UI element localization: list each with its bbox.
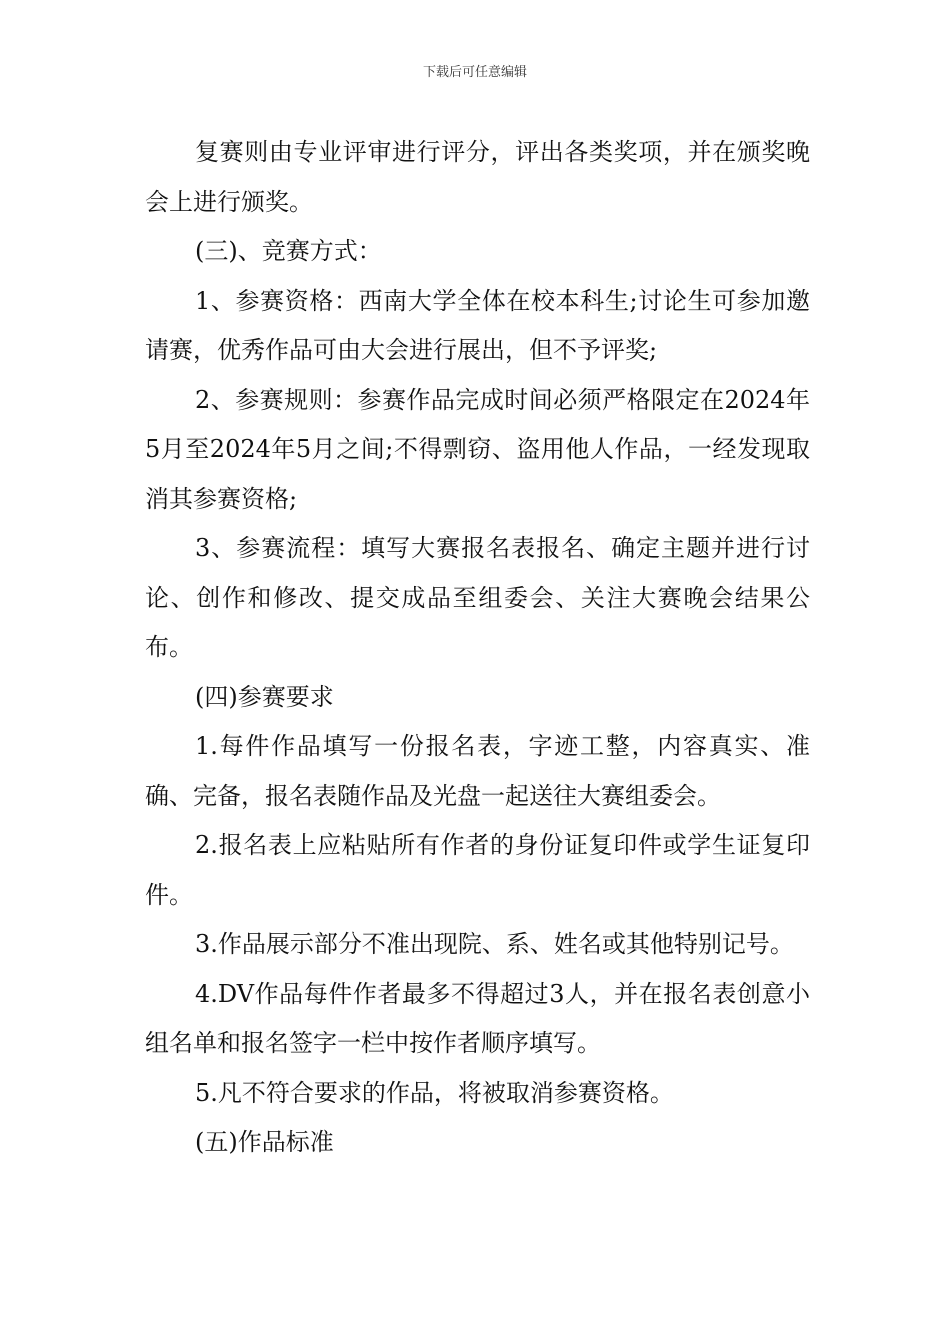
paragraph: 1、参赛资格：西南大学全体在校本科生;讨论生可参加邀请赛，优秀作品可由大会进行展出，但不予评奖; [145, 286, 810, 364]
paragraph: 5.凡不符合要求的作品，将被取消参赛资格。 [195, 1078, 674, 1107]
section-heading: (四)参赛要求 [195, 682, 334, 711]
paragraph: 3、参赛流程：填写大赛报名表报名、确定主题并进行讨论、创作和修改、提交成品至组委会、关注大赛晚会结果公布。 [145, 534, 810, 661]
paragraph: 复赛则由专业评审进行评分，评出各类奖项，并在颁奖晚会上进行颁奖。 [145, 138, 810, 216]
paragraph: 4.DV作品每件作者最多不得超过3人，并在报名表创意小组名单和报名签字一栏中按作者顺序填写。 [145, 979, 810, 1057]
section-heading: (三)、竞赛方式： [195, 237, 382, 265]
paragraph: 2.报名表上应粘贴所有作者的身份证复印件或学生证复印件。 [145, 831, 810, 909]
section-heading: (五)作品标准 [195, 1128, 334, 1156]
paragraph: 2、参赛规则：参赛作品完成时间必须严格限定在2024年5月至2024年5月之间;不得剽窃、盗用他人作品，一经发现取消其参赛资格; [145, 385, 810, 513]
page-header-note: 下载后可任意编辑 [422, 65, 527, 80]
paragraph: 1.每件作品填写一份报名表，字迹工整，内容真实、准确、完备，报名表随作品及光盘一起送往大赛组委会。 [145, 732, 810, 810]
document-body [145, 128, 810, 1168]
paragraph: 3.作品展示部分不准出现院、系、姓名或其他特别记号。 [195, 930, 794, 958]
